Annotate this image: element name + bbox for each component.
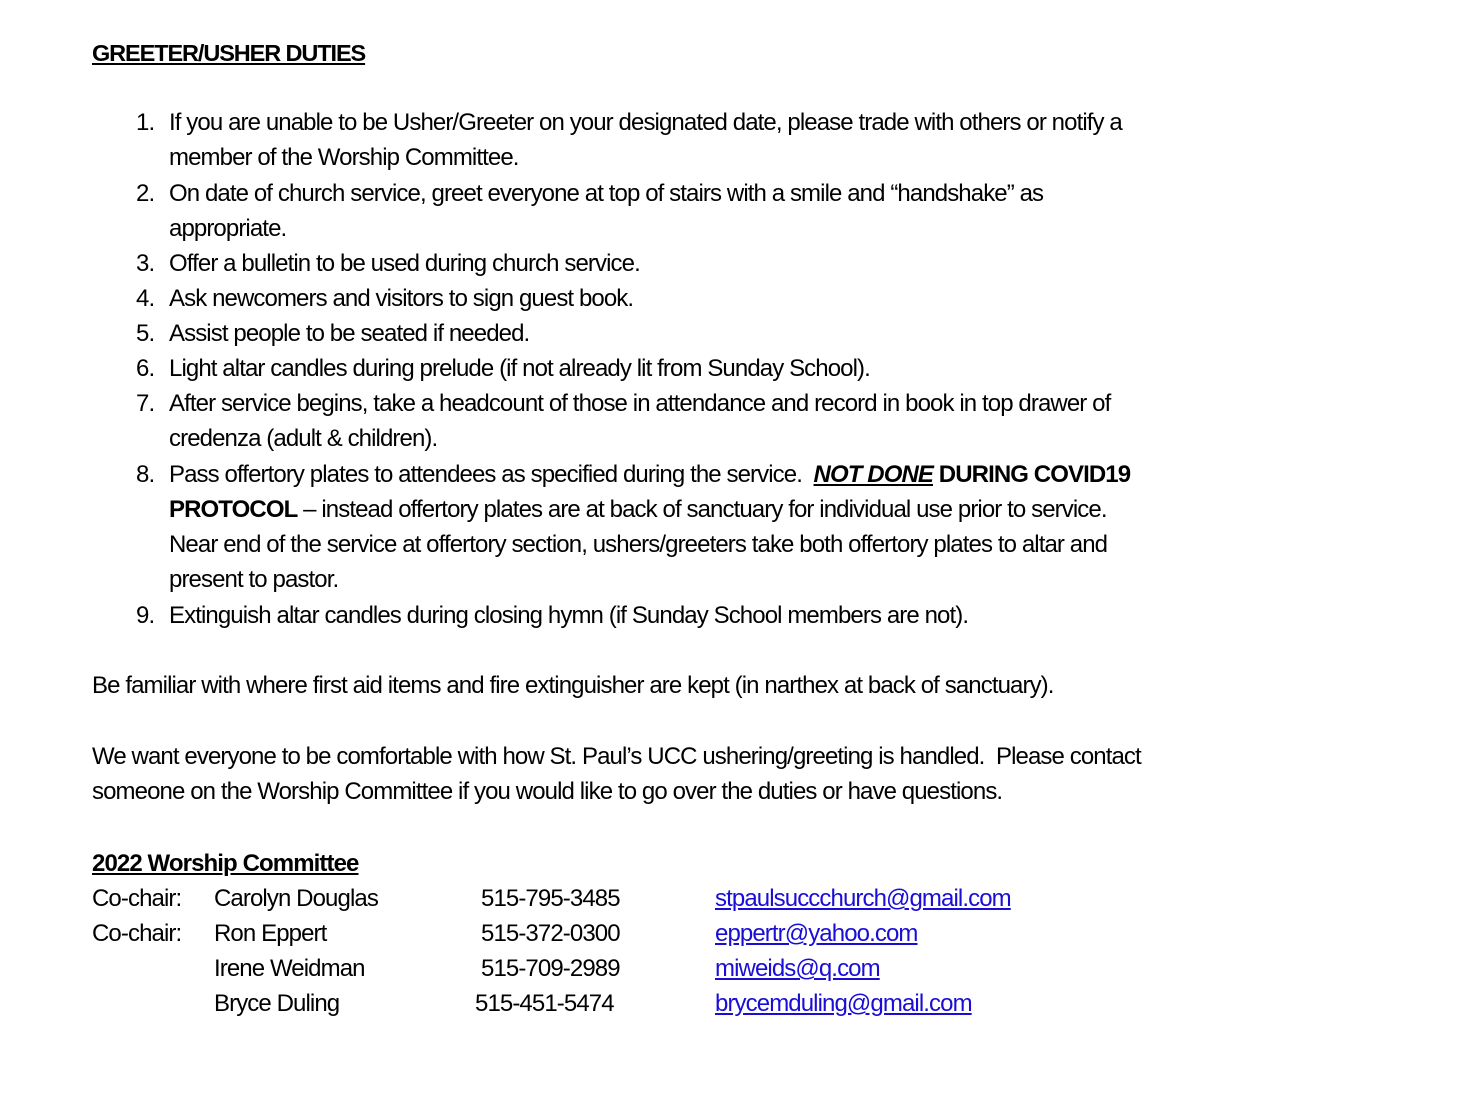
duty-text-line: Assist people to be seated if needed. [169,320,530,347]
duty-text-line: Near end of the service at offertory section, ushers/greeters take both offertory plates to altar and [169,531,1108,558]
duty-number: 6. [136,355,155,382]
duty-text: Pass offertory plates to attendees as specified during the service. [169,461,814,488]
duty-number: 5. [136,320,155,347]
member-phone: 515-372-0300 [481,920,620,947]
member-name: Bryce Duling [214,990,340,1017]
protocol-bold-text: PROTOCOL [169,496,298,523]
duty-text-line: credenza (adult & children). [169,425,438,452]
member-name: Ron Eppert [214,920,327,947]
duty-text-line [169,457,1130,492]
duty-text-line: On date of church service, greet everyone at top of stairs with a smile and “handshake” as [169,180,1044,207]
member-email-link[interactable]: eppertr@yahoo.com [715,920,918,947]
duty-text-line: Offer a bulletin to be used during church service. [169,250,640,277]
member-email-link[interactable]: brycemduling@gmail.com [715,990,972,1017]
duty-number: 9. [136,602,155,629]
duty-number: 7. [136,390,155,417]
member-email-link[interactable]: miweids@q.com [715,955,880,982]
contact-note-line: We want everyone to be comfortable with how St. Paul’s UCC ushering/greeting is handled. Please contact [92,743,1141,770]
duty-text-line: appropriate. [169,215,287,242]
member-name: Carolyn Douglas [214,885,378,912]
duty-text-line: If you are unable to be Usher/Greeter on your designated date, please trade with others or notify a [169,109,1122,136]
covid-bold-text: DURING COVID19 [933,461,1131,488]
duty-text-line: Extinguish altar candles during closing hymn (if Sunday School members are not). [169,602,969,629]
duty-number: 4. [136,285,155,312]
duty-text-line: After service begins, take a headcount of those in attendance and record in book in top drawer of [169,390,1111,417]
contact-note-line: someone on the Worship Committee if you would like to go over the duties or have questions. [92,778,1003,805]
member-email-link[interactable]: stpaulsuccchurch@gmail.com [715,885,1011,912]
duty-number: 2. [136,180,155,207]
member-name: Irene Weidman [214,955,365,982]
duty-text-line: member of the Worship Committee. [169,144,519,171]
duty-text: – instead offertory plates are at back of sanctuary for individual use prior to service. [297,496,1107,523]
not-done-emphasis: NOT DONE [813,461,933,488]
duty-number: 8. [136,461,155,488]
member-phone: 515-795-3485 [481,885,620,912]
duty-text-line: Ask newcomers and visitors to sign guest book. [169,285,634,312]
member-role: Co-chair: [92,920,182,947]
member-phone: 515-451-5474 [475,990,614,1017]
duty-text-line: Light altar candles during prelude (if not already lit from Sunday School). [169,355,870,382]
committee-title: 2022 Worship Committee [92,850,359,877]
duty-number: 1. [136,109,155,136]
duty-text-line [169,492,1107,527]
member-phone: 515-709-2989 [481,955,620,982]
duty-text-line: present to pastor. [169,566,339,593]
member-role: Co-chair: [92,885,182,912]
document-heading: GREETER/USHER DUTIES [92,40,366,66]
first-aid-note: Be familiar with where first aid items and fire extinguisher are kept (in narthex at back of sanctuary). [92,672,1054,699]
duty-number: 3. [136,250,155,277]
